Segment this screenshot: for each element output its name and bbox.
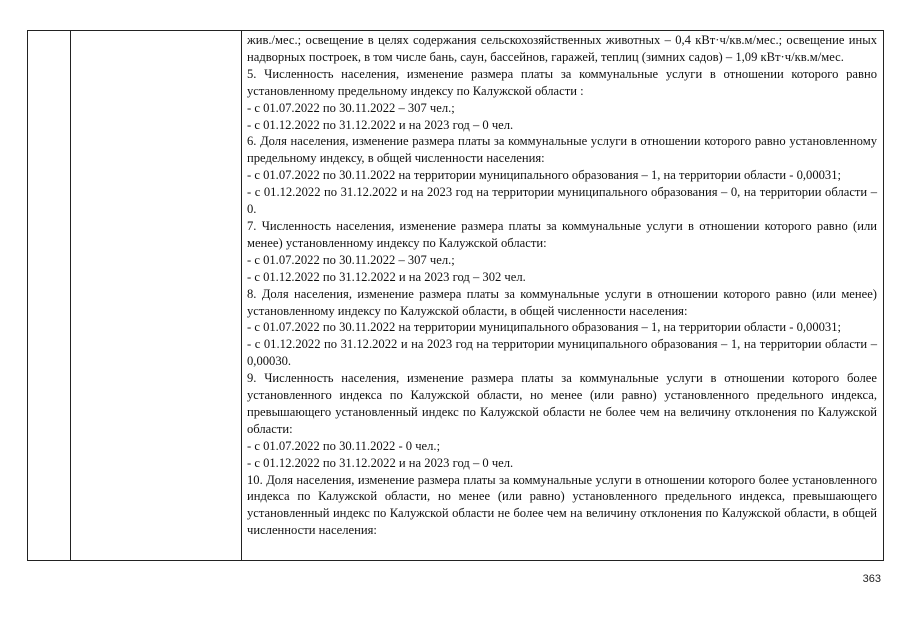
paragraph-item-6: 6. Доля населения, изменение размера платы за коммунальные услуги в отношении которого равно установленному предельному индексу, в общей численности населения: — [247, 134, 877, 166]
paragraph-item-5-period-1: - с 01.07.2022 по 30.11.2022 – 307 чел.; — [247, 100, 455, 115]
paragraph-item-8-period-2: - с 01.12.2022 по 31.12.2022 и на 2023 год на территории муниципального образования – 1, на территории области – 0,00030. — [247, 337, 877, 369]
paragraph-item-6-period-1: - с 01.07.2022 по 30.11.2022 на территории муниципального образования – 1, на территории области - 0,00031; — [247, 168, 842, 183]
paragraph-item-10: 10. Доля населения, изменение размера платы за коммунальные услуги в отношении которого более установленного индекса по Калужской области, но менее (или равно) установленного предельного индекса, превышающего установленный индекс по Калужской области не более чем на величину отклонения по Калужской области, в общей численности населения: — [247, 472, 877, 538]
page-number: 363 — [862, 573, 881, 585]
paragraph-item-7-period-1: - с 01.07.2022 по 30.11.2022 – 307 чел.; — [247, 252, 455, 267]
paragraph-item-6-period-2: - с 01.12.2022 по 31.12.2022 и на 2023 год на территории муниципального образования – 0, на территории области – 0. — [247, 185, 877, 217]
paragraph-item-5-period-2: - с 01.12.2022 по 31.12.2022 и на 2023 год – 0 чел. — [247, 117, 514, 132]
paragraph-item-8: 8. Доля населения, изменение размера платы за коммунальные услуги в отношении которого равно (или менее) установленному индексу по Калужской области, в общей численности населения: — [247, 286, 877, 318]
paragraph-item-7: 7. Численность населения, изменение размера платы за коммунальные услуги в отношении которого равно (или менее) установленному индексу по Калужской области: — [247, 218, 877, 250]
paragraph-item-9-period-2: - с 01.12.2022 по 31.12.2022 и на 2023 год – 0 чел. — [247, 455, 514, 470]
table-text-cell — [247, 32, 877, 539]
document-table — [27, 30, 884, 561]
paragraph-item-7-period-2: - с 01.12.2022 по 31.12.2022 и на 2023 год – 302 чел. — [247, 269, 526, 284]
paragraph-item-8-period-1: - с 01.07.2022 по 30.11.2022 на территории муниципального образования – 1, на территории области - 0,00031; — [247, 320, 842, 335]
column-divider-2 — [241, 31, 242, 560]
paragraph-item-9: 9. Численность населения, изменение размера платы за коммунальные услуги в отношении которого более установленного индекса по Калужской области, но менее (или равно) установленного предельного индекса, превышающего установленный индекс по Калужской области не более чем на величину отклонения по Калужской области: — [247, 371, 877, 436]
paragraph-item-5: 5. Численность населения, изменение размера платы за коммунальные услуги в отношении которого равно установленному предельному индексу по Калужской области : — [247, 66, 877, 98]
paragraph-item-9-period-1: - с 01.07.2022 по 30.11.2022 - 0 чел.; — [247, 438, 441, 453]
column-divider-1 — [70, 31, 71, 560]
paragraph-continuation: жив./мес.; освещение в целях содержания сельскохозяйственных животных – 0,4 кВт·ч/кв.м/мес.; освещение иных надворных построек, в том числе бань, саун, бассейнов, гаражей, теплиц (зимних садов) – 1,09 кВт·ч/кв.м/мес. — [247, 33, 877, 64]
